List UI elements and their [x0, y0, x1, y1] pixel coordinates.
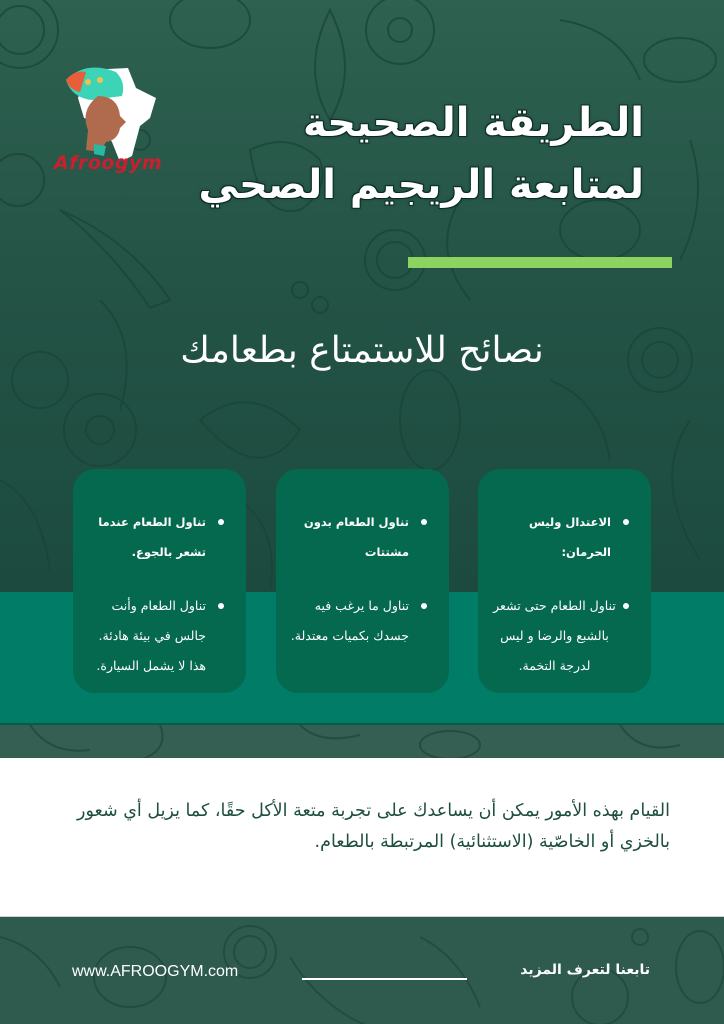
title-line-2: لمتابعة الريجيم الصحي — [198, 162, 644, 208]
tip-text: تناول الطعام وأنت جالس في بيئة هادئة. هذا لا يشمل السيارة. — [87, 591, 226, 681]
tip-card-hunger — [73, 469, 246, 693]
summary-paragraph: القيام بهذه الأمور يمكن أن يساعدك على تجربة متعة الأكل حقًا، كما يزيل أي شعور بالخزي أو الخاصّية (الاستثنائية) المرتبطة بالطعام. — [77, 801, 670, 852]
tip-text: تناول الطعام حتى تشعر بالشبع والرضا و ليس لدرجة التخمة. — [492, 591, 631, 681]
tip-heading: تناول الطعام عندما تشعر بالجوع. — [87, 507, 226, 567]
title-accent-bar — [408, 257, 672, 268]
tip-heading: الاعتدال وليس الحرمان: — [492, 507, 631, 567]
logo-text: Afroogym — [54, 152, 163, 174]
tip-card-no-distractions — [276, 469, 449, 693]
footer-divider — [302, 978, 467, 980]
follow-us-label: تابعنا لتعرف المزيد — [520, 962, 650, 978]
doodle-strip — [0, 723, 724, 758]
tip-text: تناول ما يرغب فيه جسدك بكميات معتدلة. — [290, 591, 429, 651]
page-title — [124, 92, 644, 216]
tip-card-moderation — [478, 469, 651, 693]
section-subtitle: نصائح للاستمتاع بطعامك — [180, 330, 544, 371]
tip-heading: تناول الطعام بدون مشتتات — [290, 507, 429, 567]
title-line-1: الطريقة الصحيحة — [303, 100, 644, 146]
website-link[interactable]: www.AFROOGYM.com — [72, 963, 239, 980]
